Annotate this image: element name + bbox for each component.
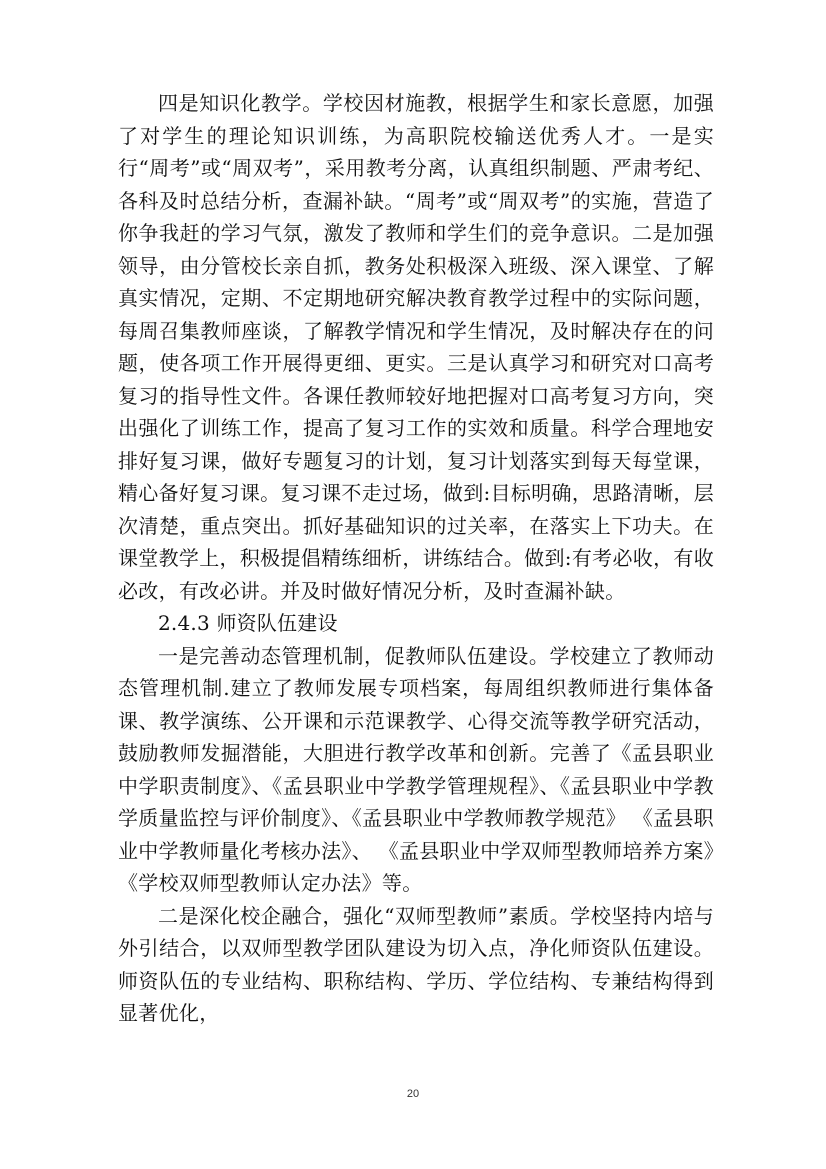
paragraph-dynamic-management: 一是完善动态管理机制，促教师队伍建设。学校建立了教师动态管理机制.建立了教师发展专项档案，每周组织教师进行集体备课、教学演练、公开课和示范课教学、心得交流等教学研究活动，鼓励教师发掘潜能，大胆进行教学改革和创新。完善了《孟县职业中学职责制度》、《孟县职业中学教学管理规程》、《孟县职业中学教学质量监控与评价制度》、《孟县职业中学教师教学规范》 《孟县职业中学教师量化考核办法》、 《孟县职业中学双师型教师培养方案》《学校双师型教师认定办法》等。 — [118, 643, 714, 895]
section-heading: 2.4.3 师资队伍建设 — [158, 611, 338, 635]
paragraph-school-enterprise: 二是深化校企融合，强化“双师型教师”素质。学校坚持内培与外引结合，以双师型教学团队建设为切入点，净化师资队伍建设。师资队伍的专业结构、职称结构、学历、学位结构、专兼结构得到显著优化， — [118, 903, 714, 1025]
page-number: 20 — [406, 1088, 420, 1100]
paragraph-knowledge-teaching: 四是知识化教学。学校因材施教，根据学生和家长意愿，加强了对学生的理论知识训练，为高职院校输送优秀人才。一是实行“周考”或“周双考”，采用教考分离，认真组织制题、严肃考纪、各科及时总结分析，查漏补缺。“周考”或“周双考”的实施，营造了你争我赶的学习气氛，激发了教师和学生们的竞争意识。二是加强领导，由分管校长亲自抓，教务处积极深入班级、深入课堂、了解真实情况，定期、不定期地研究解决教育教学过程中的实际问题，每周召集教师座谈，了解教学情况和学生情况，及时解决存在的问题，使各项工作开展得更细、更实。三是认真学习和研究对口高考复习的指导性文件。各课任教师较好地把握对口高考复习方向，突出强化了训练工作，提高了复习工作的实效和质量。科学合理地安排好复习课，做好专题复习的计划，复习计划落实到每天每堂课，精心备好复习课。复习课不走过场，做到:目标明确，思路清晰，层次清楚，重点突出。抓好基础知识的过关率，在落实上下功夫。在课堂教学上，积极提倡精练细析，讲练结合。做到:有考必收，有收必改，有改必讲。并及时做好情况分析，及时查漏补缺。 — [118, 91, 714, 603]
page-content — [118, 87, 714, 1030]
